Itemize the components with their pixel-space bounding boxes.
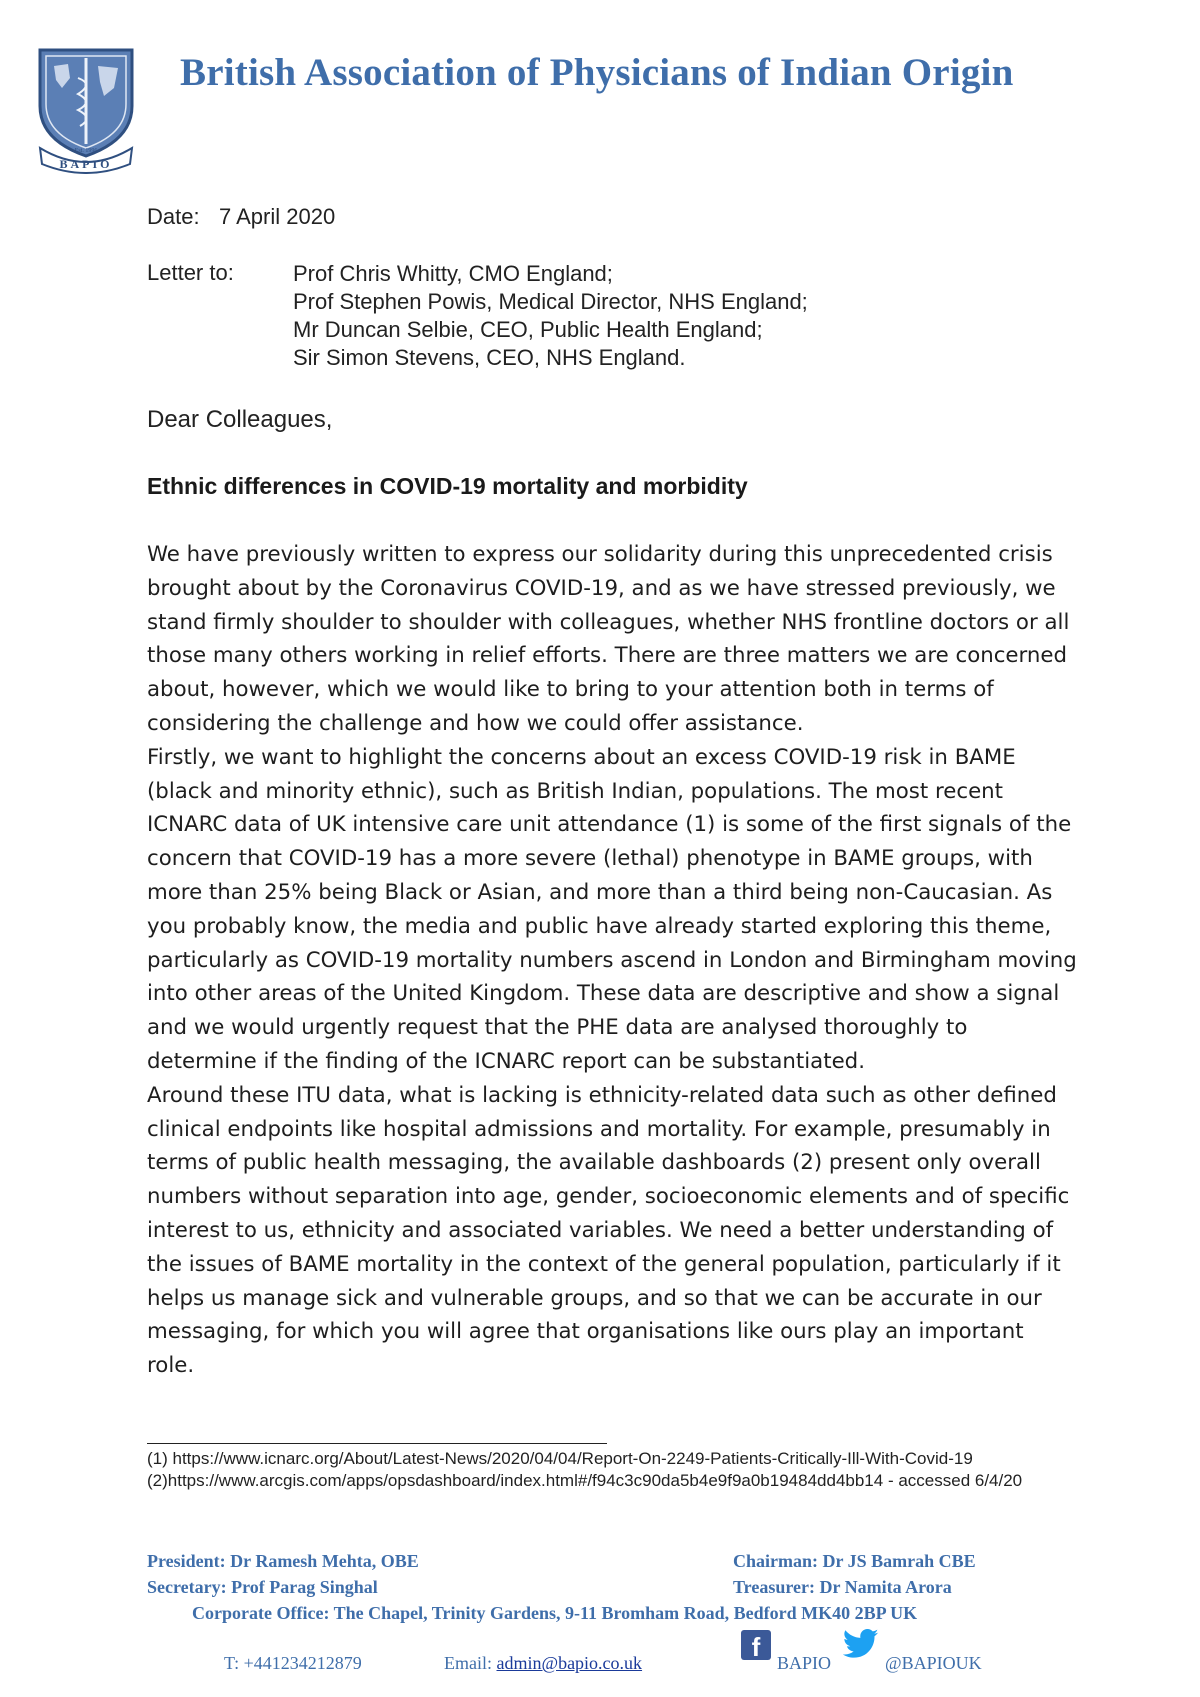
letter-subject: Ethnic differences in COVID-19 mortality and morbidity xyxy=(147,473,748,499)
paragraph: We have previously written to express our solidarity during this unprecedented crisis brought about by the Coronavirus COVID-19, and as we have stressed previously, we stand firmly shoulder to shoulder with colleagues, whether NHS frontline doctors or all those many others working in relief efforts. There are three matters we are concerned about, however, which we would like to bring to your attention both in terms of considering the challenge and how we could offer assistance. xyxy=(147,542,1070,736)
footer-phone: T: +441234212879 xyxy=(224,1653,362,1673)
recipients-list xyxy=(293,260,808,372)
footer-secretary: Secretary: Prof Parag Singhal xyxy=(147,1577,378,1597)
footnote: (2)https://www.arcgis.com/apps/opsdashboard/index.html#/f94c3c90da5b4e9f9a0b19484dd4bb14 - accessed 6/4/20 xyxy=(147,1471,1023,1490)
recipient: Sir Simon Stevens, CEO, NHS England. xyxy=(293,345,686,370)
facebook-icon[interactable]: f xyxy=(741,1630,771,1660)
recipient: Prof Chris Whitty, CMO England; xyxy=(293,261,613,286)
organization-title: British Association of Physicians of Indian Origin xyxy=(180,51,1014,94)
logo-est-text: Est. 1996 xyxy=(74,148,98,154)
twitter-icon[interactable] xyxy=(843,1628,879,1660)
date-label: Date: xyxy=(147,204,200,229)
paragraph: Around these ITU data, what is lacking is ethnicity-related data such as other defined clinical endpoints like hospital admissions and mortality. For example, presumably in terms of public health messaging, the available dashboards (2) present only overall numbers without separation into age, gender, socioeconomic elements and of specific interest to us, ethnicity and associated variables. We need a better understanding of the issues of BAME mortality in the context of the general population, particularly if it helps us manage sick and vulnerable groups, and so that we can be accurate in our messaging, for which you will agree that organisations like ours play an important role. xyxy=(147,1082,1070,1379)
logo-text: BAPIO xyxy=(59,157,113,171)
recipient: Mr Duncan Selbie, CEO, Public Health England; xyxy=(293,317,763,342)
footnote: (1) https://www.icnarc.org/About/Latest-News/2020/04/04/Report-On-2249-Patients-Critically-Ill-With-Covid-19 xyxy=(147,1449,973,1468)
facebook-handle[interactable]: BAPIO xyxy=(777,1653,832,1673)
footer-president: President: Dr Ramesh Mehta, OBE xyxy=(147,1551,419,1571)
date-value: 7 April 2020 xyxy=(219,204,336,229)
twitter-handle[interactable]: @BAPIOUK xyxy=(885,1653,982,1673)
email-link[interactable]: admin@bapio.co.uk xyxy=(496,1653,643,1673)
footnotes xyxy=(147,1448,1067,1492)
letter-body xyxy=(147,538,1077,1383)
paragraph: Firstly, we want to highlight the concerns about an excess COVID-19 risk in BAME (black and minority ethnic), such as British Indian, populations. The most recent ICNARC data of UK intensive care unit attendance (1) is some of the first signals of the concern that COVID-19 has a more severe (lethal) phenotype in BAME groups, with more than 25% being Black or Asian, and more than a third being non-Caucasian. As you probably know, the media and public have already started exploring this theme, particularly as COVID-19 mortality numbers ascend in London and Birmingham moving into other areas of the United Kingdom. These data are descriptive and show a signal and we would urgently request that the PHE data are analysed thoroughly to determine if the finding of the ICNARC report can be substantiated. xyxy=(147,744,1077,1074)
footer-treasurer: Treasurer: Dr Namita Arora xyxy=(733,1577,952,1597)
footer-email xyxy=(444,1653,642,1674)
letter-to-label: Letter to: xyxy=(147,260,234,285)
email-label: Email: xyxy=(444,1653,492,1673)
salutation: Dear Colleagues, xyxy=(147,406,333,433)
recipient: Prof Stephen Powis, Medical Director, NHS England; xyxy=(293,289,808,314)
bapio-logo xyxy=(34,44,138,174)
footnote-divider xyxy=(147,1443,607,1444)
footer-corporate-office: Corporate Office: The Chapel, Trinity Gardens, 9-11 Bromham Road, Bedford MK40 2BP UK xyxy=(192,1603,918,1623)
footer-chairman: Chairman: Dr JS Bamrah CBE xyxy=(733,1551,976,1571)
